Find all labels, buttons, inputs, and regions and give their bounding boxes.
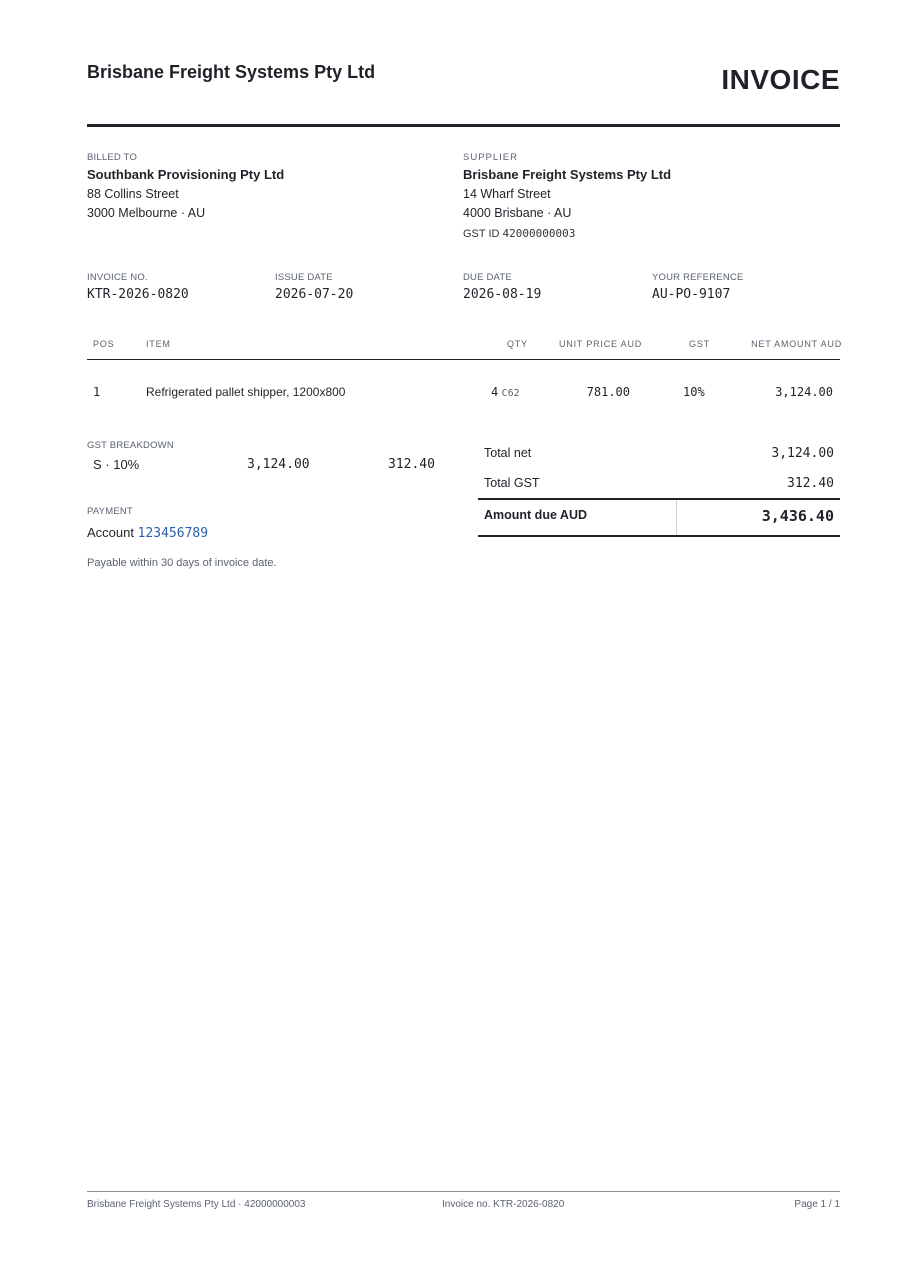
table-row — [87, 360, 840, 424]
document-title: INVOICE — [721, 64, 840, 95]
payment-label: PAYMENT — [87, 506, 133, 517]
gst-tax-amount: 312.40 — [388, 457, 435, 472]
due-date-field — [463, 272, 541, 302]
supplier-block — [463, 152, 823, 240]
supplier-name: Brisbane Freight Systems Pty Ltd — [463, 167, 672, 182]
supplier-gst-value: 42000000003 — [502, 227, 576, 240]
supplier-label: SUPPLIER — [463, 152, 518, 163]
gst-breakdown — [87, 440, 447, 481]
amount-due-divider — [676, 500, 677, 535]
row-qty — [491, 385, 520, 399]
totals-block — [478, 438, 840, 537]
line-items-header — [87, 336, 840, 360]
col-item-header: ITEM — [146, 339, 171, 349]
payment-account — [87, 525, 447, 541]
billed-to-name: Southbank Provisioning Pty Ltd — [87, 167, 285, 182]
total-net-label: Total net — [484, 446, 532, 460]
col-gst-header: GST — [689, 339, 710, 349]
total-net-row — [478, 438, 840, 468]
amount-due-row — [478, 498, 840, 537]
page-footer — [87, 1191, 840, 1216]
total-gst-row — [478, 468, 840, 498]
gst-breakdown-row — [87, 451, 447, 481]
col-qty-header: QTY — [507, 339, 528, 349]
total-gst-label: Total GST — [484, 476, 540, 490]
billed-to-label: BILLED TO — [87, 152, 138, 163]
total-net-value: 3,124.00 — [771, 446, 834, 461]
gst-category: S · 10% — [93, 457, 140, 472]
invoice-number-value: KTR-2026-0820 — [87, 287, 189, 302]
issue-date-label: ISSUE DATE — [275, 272, 333, 283]
supplier-gst-id — [463, 227, 823, 240]
row-gst: 10% — [683, 385, 705, 399]
issue-date-field — [275, 272, 353, 302]
row-item: Refrigerated pallet shipper, 1200x800 — [146, 385, 346, 399]
invoice-number-label: INVOICE NO. — [87, 272, 148, 283]
reference-field — [652, 272, 743, 302]
col-unit-price-header: UNIT PRICE AUD — [559, 339, 643, 349]
invoice-header — [87, 62, 840, 127]
company-name: Brisbane Freight Systems Pty Ltd — [87, 62, 376, 82]
row-unit-code: C62 — [501, 388, 520, 399]
supplier-gst-label: GST ID — [463, 228, 500, 240]
gst-breakdown-label: GST BREAKDOWN — [87, 440, 174, 451]
line-items-table — [87, 336, 840, 424]
invoice-page — [87, 0, 840, 1287]
total-gst-value: 312.40 — [787, 476, 834, 491]
issue-date-value: 2026-07-20 — [275, 287, 354, 302]
amount-due-value: 3,436.40 — [761, 507, 834, 525]
reference-value: AU-PO-9107 — [652, 287, 731, 302]
account-label: Account — [87, 525, 134, 540]
account-number: 123456789 — [137, 526, 209, 541]
footer-invoice-number: Invoice no. KTR-2026-0820 — [442, 1199, 565, 1210]
col-net-amount-header: NET AMOUNT AUD — [751, 339, 842, 349]
gst-net-amount: 3,124.00 — [247, 457, 310, 472]
billed-to-city: 3000 Melbourne · AU — [87, 206, 206, 220]
billed-to-block — [87, 152, 447, 220]
row-unit-price: 781.00 — [586, 385, 630, 399]
payment-block — [87, 506, 447, 569]
billed-to-street: 88 Collins Street — [87, 187, 179, 201]
col-pos-header: POS — [93, 339, 115, 349]
due-date-value: 2026-08-19 — [463, 287, 542, 302]
invoice-number-field — [87, 272, 189, 302]
row-pos: 1 — [93, 385, 101, 399]
supplier-street: 14 Wharf Street — [463, 187, 551, 201]
due-date-label: DUE DATE — [463, 272, 512, 283]
reference-label: YOUR REFERENCE — [652, 272, 744, 283]
row-qty-value: 4 — [491, 385, 499, 399]
footer-company: Brisbane Freight Systems Pty Ltd · 42000000003 — [87, 1199, 306, 1210]
row-net-amount: 3,124.00 — [775, 385, 833, 399]
amount-due-label: Amount due AUD — [484, 508, 587, 522]
payment-terms: Payable within 30 days of invoice date. — [87, 557, 277, 569]
footer-page-number: Page 1 / 1 — [794, 1199, 840, 1210]
supplier-city: 4000 Brisbane · AU — [463, 206, 572, 220]
